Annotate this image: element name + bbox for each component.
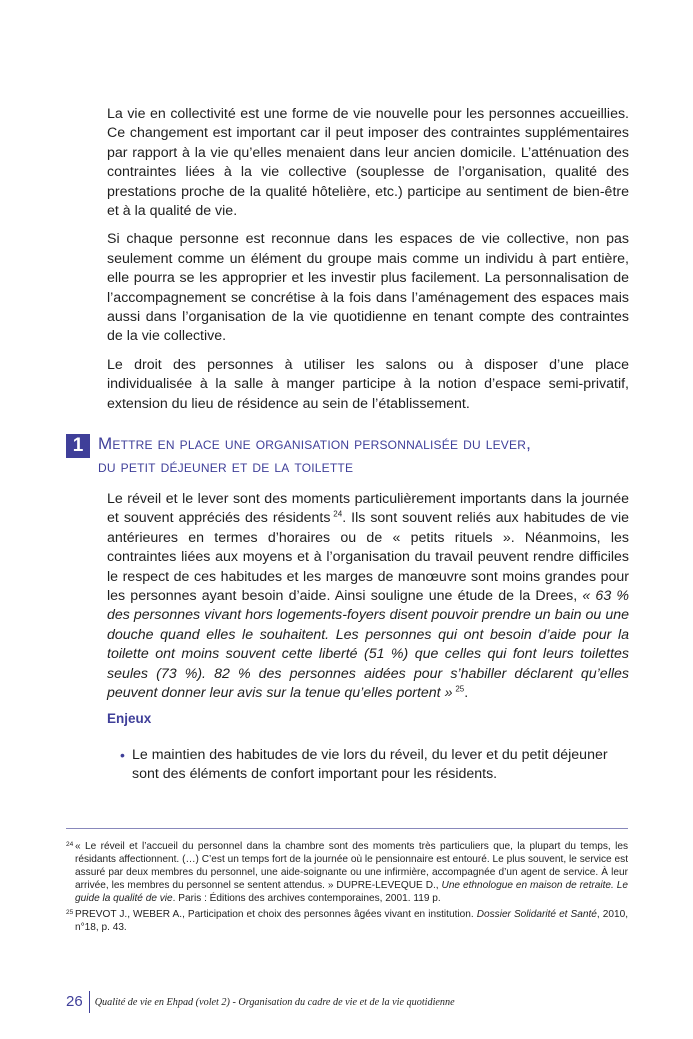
page-number: 26 (66, 991, 90, 1013)
section-number-badge: 1 (66, 434, 90, 458)
intro-paragraph-1: La vie en collectivité est une forme de vie nouvelle pour les personnes accueillies. Ce changement est important car il peut imposer des contraintes supplémentaires par rapport à la vie qu’elles menaient dans leur ancien domicile. L’atténuation des contraintes liées à la vie collective (souplesse de l’organisation, qualité des prestations proche de la qualité hôtelière, etc.) participe au sentiment de bien-être et à la qualité de vie. (107, 106, 629, 220)
section-paragraph-middle: . Ils sont souvent reliés aux habitudes de vie antérieures en termes d’horaires ou de « petits rituels ». Néanmoins, les contraintes liées aux moyens et à l’organisation du travail peuvent rendre difficiles le respect de ces habitudes et les marges de manœuvre sont moins grandes pour les personnes ayant besoin d’aide. Ainsi souligne une étude de la Drees, (107, 510, 629, 605)
footnote-25-text: PREVOT J., WEBER A., Participation et choix des personnes âgées vivant en institution. (75, 909, 477, 920)
section-paragraph (107, 490, 629, 703)
footnote-number: 24 (66, 841, 74, 848)
drees-quote: « 63 % des personnes vivant hors logements-foyers disent pouvoir prendre un bain ou une douche quand elles le souhaitent. Les personnes qui ont besoin d’aide pour la toilette ont moins souvent cette liberté (51 %) que celles qui font leurs toilettes seules (73 %). 82 % des personnes aidées pour s’habiller déclarent qu’elles peuvent donner leur avis sur la tenue qu’elles portent » (107, 588, 630, 702)
enjeux-heading: Enjeux (107, 711, 152, 726)
bullet-icon: • (120, 747, 125, 763)
section-title (98, 432, 618, 478)
intro-text (107, 105, 629, 423)
section-title-line-1: Mettre en place une organisation personnalisée du lever, (98, 434, 532, 453)
intro-paragraph-2: Si chaque personne est reconnue dans les espaces de vie collective, non pas seulement comme un élément du groupe mais comme un individu à part entière, elle pourra se les approprier et les investir plus facilement. La personnalisation de l’accompagnement se concrétise à la fois dans l’aménagement des espaces mais aussi dans l’organisation de la vie quotidienne en tenant compte des contraintes de la vie collective. (107, 231, 629, 345)
footnotes (66, 840, 628, 937)
footnote-24-tail: . Paris : Éditions des archives contemporaines, 2001. 119 p. (172, 893, 441, 904)
footnote-text (75, 840, 628, 905)
section-title-line-2: du petit déjeuner et de la toilette (98, 457, 354, 476)
footnote-ref-25[interactable]: 25 (455, 684, 465, 694)
running-title: Qualité de vie en Ehpad (volet 2) - Organisation du cadre de vie et de la vie quotidienne (94, 996, 455, 1008)
section-paragraph-end: . (464, 685, 469, 702)
footnote-25 (66, 908, 628, 934)
section-body (107, 490, 629, 712)
footnote-25-title: Dossier Solidarité et Santé (476, 909, 597, 920)
section-paragraph-start: Le réveil et le lever sont des moments particulièrement importants dans la journée et souvent appréciés des résidents (107, 491, 629, 527)
footnote-ref-24[interactable]: 24 (333, 509, 343, 519)
footnote-24-text: « Le réveil et l’accueil du personnel dans la chambre sont des moments très particuliers que, la plupart du temps, les résidants affectionnent. (…) C’est un temps fort de la journée où le pensionnaire est entouré. Le plus souvent, le service est assuré par deux membres du personnel, une aide-soignante ou une infirmière, accompagnée d’un agent de service. À leur arrivée, les membres du personnel se sentent attendus. » DUPRE-LEVEQUE D., (75, 841, 628, 891)
enjeux-bullet-text: Le maintien des habitudes de vie lors du réveil, du lever et du petit déjeuner sont des éléments de confort important pour les résidents. (132, 747, 608, 783)
footnote-text (75, 908, 628, 934)
page-footer (66, 991, 455, 1013)
footnote-25-tail: , 2010, n°18, p. 43. (75, 909, 629, 933)
enjeux-bullet-item (120, 746, 628, 785)
footnote-24-title: Une ethnologue en maison de retraite. Le guide la qualité de vie (75, 880, 628, 904)
intro-paragraph-3: Le droit des personnes à utiliser les salons ou à disposer d’une place individualisée à la salle à manger participe à la notion d’espace semi-privatif, extension du lieu de résidence au sein de l’établissement. (107, 356, 629, 412)
footnote-number: 25 (66, 909, 74, 916)
footnote-divider (66, 828, 628, 829)
footnote-24 (66, 840, 628, 905)
